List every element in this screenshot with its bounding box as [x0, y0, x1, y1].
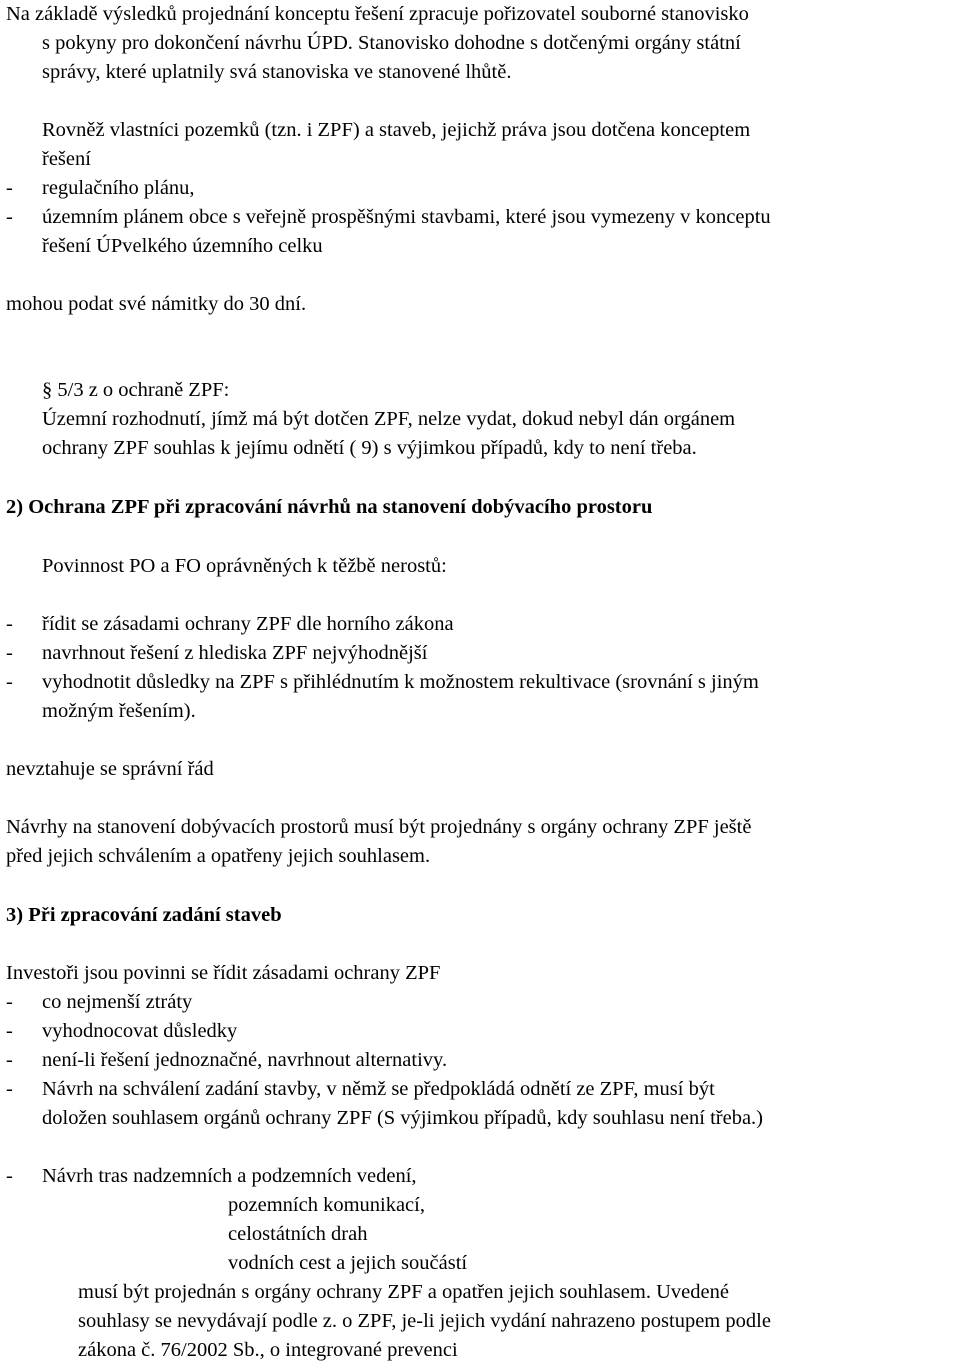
section-2-item-2: navrhnout řešení z hlediska ZPF nejvýhodnější — [42, 642, 428, 664]
paragraph-line-2: ochrany ZPF souhlas k jejímu odnětí ( 9) s výjimkou případů, kdy to není třeba. — [42, 437, 697, 459]
paragraph-line-1: Územní rozhodnutí, jímž má být dotčen ZPF, nelze vydat, dokud nebyl dán orgánem — [42, 408, 736, 430]
owners-item-2-line-1: územním plánem obce s veřejně prospěšnými stavbami, které jsou vymezeny v konceptu — [42, 206, 771, 228]
section-2-para-line-1: Návrhy na stanovení dobývacích prostorů musí být projednány s orgány ochrany ZPF ještě — [6, 816, 752, 838]
routes-sub-1: pozemních komunikací, — [228, 1194, 425, 1216]
list-dash: - — [6, 671, 13, 693]
list-dash: - — [6, 613, 13, 635]
list-dash: - — [6, 1165, 13, 1187]
list-dash: - — [6, 642, 13, 664]
list-dash: - — [6, 177, 13, 199]
paragraph-heading — [42, 376, 229, 404]
intro-line-2: s pokyny pro dokončení návrhu ÚPD. Stanovisko dohodne s dotčenými orgány státní — [42, 32, 741, 54]
section-sign: § — [42, 379, 53, 401]
section-2-item-3-cont: možným řešením). — [42, 700, 196, 722]
section-3-intro: Investoři jsou povinni se řídit zásadami ochrany ZPF — [6, 962, 441, 984]
routes-sub-2: celostátních drah — [228, 1223, 368, 1245]
owners-item-1: regulačního plánu, — [42, 177, 195, 199]
owners-line-2: řešení — [42, 148, 91, 170]
section-2-subheading: Povinnost PO a FO oprávněných k těžbě nerostů: — [42, 555, 447, 577]
list-dash: - — [6, 991, 13, 1013]
section-3-item-1: co nejmenší ztráty — [42, 991, 193, 1013]
intro-line-1: Na základě výsledků projednání konceptu řešení zpracuje pořizovatel souborné stanovisko — [6, 3, 749, 25]
owners-closing: mohou podat své námitky do 30 dní. — [6, 293, 307, 315]
paragraph-heading-text: 5/3 z o ochraně ZPF: — [52, 379, 230, 401]
list-dash: - — [6, 1049, 13, 1071]
section-3-item-4-cont: doložen souhlasem orgánů ochrany ZPF (S výjimkou případů, kdy souhlasu není třeba.) — [42, 1107, 763, 1129]
intro-line-3: správy, které uplatnily svá stanoviska ve stanovené lhůtě. — [42, 61, 512, 83]
section-2-item-1: řídit se zásadami ochrany ZPF dle horního zákona — [42, 613, 454, 635]
final-line-1: musí být projednán s orgány ochrany ZPF a opatřen jejich souhlasem. Uvedené — [78, 1281, 729, 1303]
section-3-item-2: vyhodnocovat důsledky — [42, 1020, 238, 1042]
routes-line-1: Návrh tras nadzemních a podzemních vedení, — [42, 1165, 417, 1187]
routes-sub-3: vodních cest a jejich součástí — [228, 1252, 468, 1274]
section-2-para-line-2: před jejich schválením a opatřeny jejich souhlasem. — [6, 845, 431, 867]
section-2-heading: 2) Ochrana ZPF při zpracování návrhů na stanovení dobývacího prostoru — [6, 496, 653, 518]
section-3-heading: 3) Při zpracování zadání staveb — [6, 904, 282, 926]
list-dash: - — [6, 1078, 13, 1100]
final-line-2: souhlasy se nevydávají podle z. o ZPF, je-li jejich vydání nahrazeno postupem podle — [78, 1310, 771, 1332]
section-2-item-3: vyhodnotit důsledky na ZPF s přihlédnutím k možnostem rekultivace (srovnání s jiným — [42, 671, 759, 693]
final-line-3: zákona č. 76/2002 Sb., o integrované prevenci — [78, 1339, 458, 1361]
owners-line-1: Rovněž vlastníci pozemků (tzn. i ZPF) a staveb, jejichž práva jsou dotčena konceptem — [42, 119, 751, 141]
section-3-item-3: není-li řešení jednoznačné, navrhnout alternativy. — [42, 1049, 448, 1071]
section-2-note: nevztahuje se správní řád — [6, 758, 214, 780]
owners-item-2-line-2: řešení ÚPvelkého územního celku — [42, 235, 323, 257]
list-dash: - — [6, 206, 13, 228]
section-3-item-4: Návrh na schválení zadání stavby, v němž se předpokládá odnětí ze ZPF, musí být — [42, 1078, 715, 1100]
list-dash: - — [6, 1020, 13, 1042]
